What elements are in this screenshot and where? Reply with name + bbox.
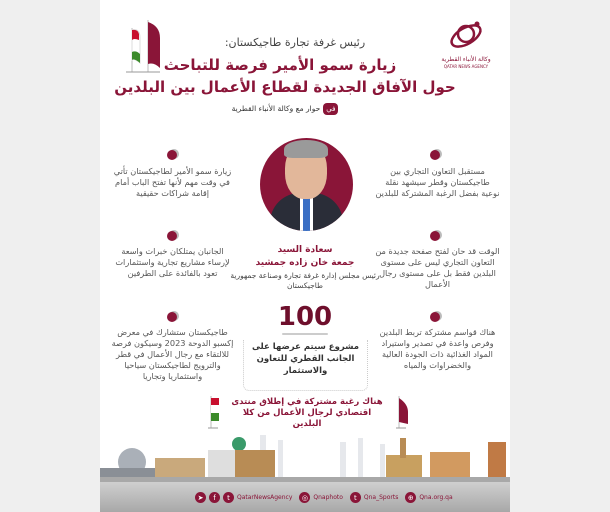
website-link[interactable]: Qna.org.qa [419,494,453,501]
globe-icon[interactable]: ⊕ [405,492,416,503]
bullet-icon [167,231,177,241]
bullet-icon [167,150,177,160]
right-point: مستقبل التعاون التجاري بين طاجيكستان وقطر سيشهد نقلة نوعية بفضل الرغبة المشتركة للبلدين [375,166,500,198]
bullet-icon [430,150,440,160]
twitter-icon[interactable]: t [223,492,234,503]
bullet-icon [430,231,440,241]
right-point: هناك قواسم مشتركة تربط البلدين وفرص واعدة في تصدير واستيراد المواد الغذائية ذات الجودة العالية والخضراوات والمياه [379,327,496,370]
subtitle: رئيس غرفة تجارة طاجيكستان: [224,36,366,49]
instagram-icon[interactable]: ◎ [299,492,310,503]
facebook-icon[interactable]: f [209,492,220,503]
qatar-flag-icon [396,394,412,430]
twitter-icon[interactable]: t [350,492,361,503]
tag-badge: في [323,103,338,115]
tag-text: حوار مع وكالة الأنباء القطرية [231,104,321,113]
social-handle[interactable]: Qna_Sports [363,494,399,501]
person-role: رئيس مجلس إدارة غرفة تجارة وصناعة جمهورية طاجيكستان [230,271,380,290]
right-point: الوقت قد حان لفتح صفحة جديدة من التعاون التجاري ليس على مستوى البلدين فقط بل على مستوى رجال الأعمال [375,246,500,289]
skyline-illustration [100,430,510,485]
left-point: زيارة سمو الأمير لطاجيكستان تأتي في وقت مهم لأنها تفتح الباب أمام إقامة شراكات حقيقية [113,166,232,198]
left-point: الجانبان يمتلكان خبرات واسعة لإرساء مشاريع تجارية واستثمارات تعود بالفائدة على الطرفين [115,246,230,278]
stat-number: 100 [277,302,333,332]
tajikistan-flag-icon [208,394,224,430]
person-name: جمعة خان زاده جمشيد [255,258,355,268]
qna-logo-icon [446,20,486,52]
infographic [100,0,510,512]
social-bar [195,492,475,503]
logo-english: QATAR NEWS AGENCY [443,64,489,69]
stat-text: مشروع سيتم عرضها على الجانب القطري للتعاون والاستثمار [251,342,360,376]
bullet-icon [167,312,177,322]
person-photo [260,138,353,231]
bullet-icon [430,312,440,322]
title-line2: حول الآفاق الجديدة لقطاع الأعمال بين البلدين [114,78,456,96]
social-handle[interactable]: QatarNewsAgency [237,494,293,501]
tag [190,103,380,115]
logo-arabic: وكالة الأنباء القطرية [441,56,491,63]
person-honorific: سعادة السيد [277,245,333,255]
social-handle[interactable]: Qnaphoto [313,494,343,501]
qna-logo [436,20,496,70]
telegram-icon[interactable]: ➤ [195,492,206,503]
title-line1: زيارة سمو الأمير فرصة للتباحث [163,56,397,74]
closing-statement: هناك رغبة مشتركة في إطلاق منتدى اقتصادي لرجال الأعمال من كلا البلدين [231,397,383,429]
left-point: طاجيكستان ستشارك في معرض إكسبو الدوحة 2023 وسيكون فرصة للالتقاء مع رجال الأعمال في قطر والترويج لطاجيكستان سياحيا واستثماريا وتجاريا [111,327,234,381]
